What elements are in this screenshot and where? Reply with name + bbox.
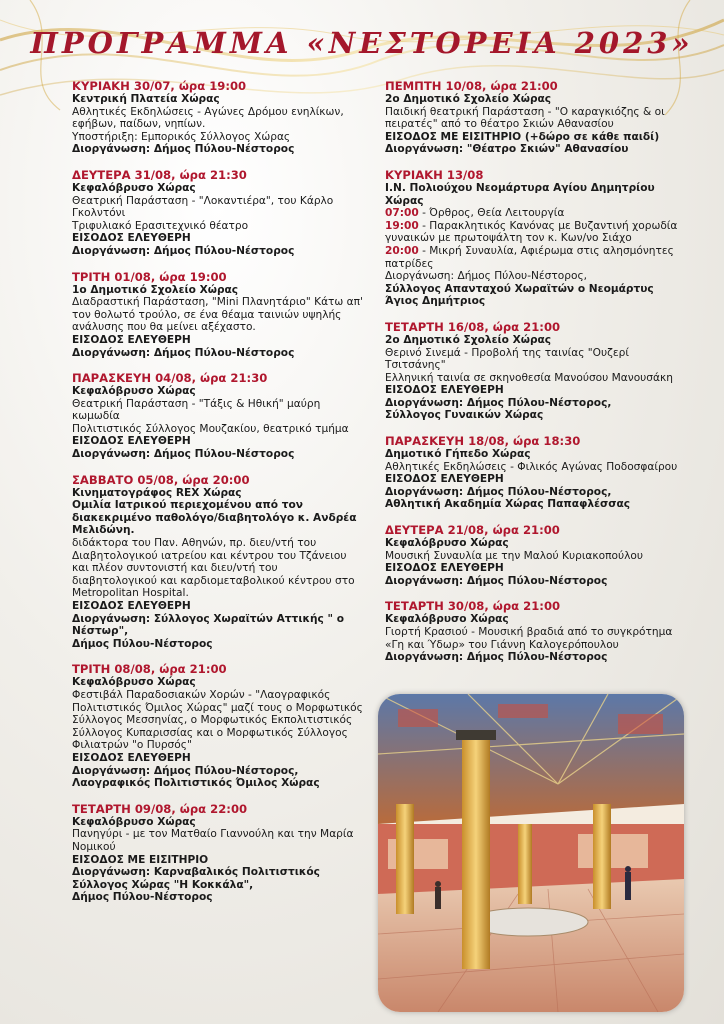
event-detail-line: Διαδραστική Παράσταση, "Mini Πλανητάριο" Κάτω απ' τον θολωτό τρούλο, σε ένα θέαμα ταινιών υψηλής ανάλυσης που θα μείνει αξέχαστο.: [72, 296, 363, 334]
page-title: ΠΡΟΓΡΑΜΜΑ «ΝΕΣΤΟΡΕΙΑ 2023»: [30, 26, 694, 60]
event-block: [385, 79, 685, 156]
event-detail-line: 1ο Δημοτικό Σχολείο Χώρας: [72, 283, 239, 296]
event-detail-line: Κεφαλόβρυσο Χώρας: [385, 613, 509, 626]
event-detail-line: Διοργάνωση: Δήμος Πύλου-Νέστορος,: [72, 764, 299, 777]
event-detail-line: Διοργάνωση: Δήμος Πύλου-Νέστορος,: [385, 270, 588, 283]
event-detail-line: [385, 220, 685, 245]
event-detail-line: Ελληνική ταινία σε σκηνοθεσία Μανούσου Μανουσάκη: [385, 371, 673, 384]
event-block: [72, 662, 364, 789]
event-date-time: ΔΕΥΤΕΡΑ 21/08, ώρα 21:00: [385, 523, 560, 538]
event-date-time: ΤΕΤΑΡΤΗ 30/08, ώρα 21:00: [385, 599, 561, 614]
event-block: [385, 320, 685, 422]
event-date-time: ΚΥΡΙΑΚΗ 13/08: [385, 167, 484, 182]
event-time-description: - Όρθρος, Θεία Λειτουργία: [418, 207, 565, 220]
event-date-time: ΠΕΜΠΤΗ 10/08, ώρα 21:00: [385, 79, 558, 93]
event-date-time: ΠΑΡΑΣΚΕΥΗ 18/08, ώρα 18:30: [385, 434, 581, 449]
event-date-time: ΤΕΤΑΡΤΗ 16/08, ώρα 21:00: [385, 319, 561, 334]
event-block: [385, 168, 685, 308]
event-detail-line: Διοργάνωση: Σύλλογος Χωραϊτών Αττικής " ο Νέστωρ",: [72, 612, 344, 638]
event-detail-line: Διοργάνωση: Δήμος Πύλου-Νέστορος: [72, 346, 295, 359]
event-detail-line: Διοργάνωση: Δήμος Πύλου-Νέστορος,: [385, 485, 612, 498]
event-date-time: ΤΡΙΤΗ 08/08, ώρα 21:00: [72, 662, 227, 677]
event-detail-line: ΕΙΣΟΔΟΣ ΕΛΕΥΘΕΡΗ: [72, 600, 191, 612]
event-detail-line: Διοργάνωση: Δήμος Πύλου-Νέστορος: [72, 143, 295, 156]
event-detail-line: Τριφυλιακό Ερασιτεχνικό θέατρο: [72, 219, 249, 232]
event-detail-line: Δημοτικό Γήπεδο Χώρας: [385, 448, 531, 461]
event-block: [72, 371, 364, 461]
event-detail-line: Διοργάνωση: "Θέατρο Σκιών" Αθανασίου: [385, 143, 629, 156]
event-date-time: ΤΡΙΤΗ 01/08, ώρα 19:00: [72, 269, 227, 284]
event-detail-line: ΕΙΣΟΔΟΣ ΕΛΕΥΘΕΡΗ: [385, 473, 504, 486]
event-date-time: ΣΑΒΒΑΤΟ 05/08, ώρα 20:00: [72, 472, 250, 487]
event-detail-line: Κεντρική Πλατεία Χώρας: [72, 93, 220, 105]
event-detail-line: Θερινό Σινεμά - Προβολή της ταινίας "Ουζερί Τσιτσάνης": [385, 346, 629, 372]
event-block: [72, 79, 364, 156]
event-detail-line: Διοργάνωση: Δήμος Πύλου-Νέστορος,: [385, 396, 612, 409]
event-date-time: ΔΕΥΤΕΡΑ 31/08, ώρα 21:30: [72, 167, 247, 182]
event-detail-line: ΕΙΣΟΔΟΣ ΕΛΕΥΘΕΡΗ: [72, 232, 191, 245]
event-detail-line: 2ο Δημοτικό Σχολείο Χώρας: [385, 93, 552, 105]
event-detail-line: Παιδική θεατρική Παράσταση - "Ο καραγκιόζης & οι πειρατές" από το θέατρο Σκιών Αθανασίου: [385, 105, 665, 131]
event-detail-line: Διοργάνωση: Δήμος Πύλου-Νέστορος: [385, 651, 608, 664]
event-detail-line: ΕΙΣΟΔΟΣ ΕΛΕΥΘΕΡΗ: [72, 333, 191, 346]
event-detail-line: Πανηγύρι - με τον Ματθαίο Γιαννούλη και την Μαρία Νομικού: [72, 828, 354, 853]
event-block: [72, 168, 364, 258]
events-column-left: [72, 79, 364, 916]
event-detail-line: Κεφαλόβρυσο Χώρας: [385, 537, 509, 550]
event-detail-line: Κεφαλόβρυσο Χώρας: [72, 676, 196, 689]
event-block: [385, 599, 685, 663]
event-detail-line: Διοργάνωση: Δήμος Πύλου-Νέστορος: [72, 244, 295, 257]
event-detail-line: Αθλητικές Εκδηλώσεις - Φιλικός Αγώνας Ποδοσφαίρου: [385, 460, 678, 473]
events-column-right: [385, 79, 685, 676]
event-detail-line: ΕΙΣΟΔΟΣ ΕΛΕΥΘΕΡΗ: [72, 751, 191, 764]
event-date-time: ΤΕΤΑΡΤΗ 09/08, ώρα 22:00: [72, 801, 248, 816]
event-block: [72, 473, 364, 651]
event-detail-line: ΕΙΣΟΔΟΣ ΜΕ ΕΙΣΙΤΗΡΙΟ (+δώρο σε κάθε παιδί): [385, 130, 660, 143]
event-detail-line: [385, 207, 685, 220]
event-detail-line: ΕΙΣΟΔΟΣ ΕΛΕΥΘΕΡΗ: [385, 384, 504, 397]
event-detail-line: Αθλητικές Εκδηλώσεις - Αγώνες Δρόμου ενηλίκων, εφήβων, παίδων, νηπίων.: [72, 105, 344, 131]
event-detail-line: Ομιλία Ιατρικού περιεχομένου από τον διακεκριμένο παθολόγο/διαβητολόγο κ. Ανδρέα Μελιδώνη.: [72, 499, 357, 537]
event-detail-line: ΕΙΣΟΔΟΣ ΜΕ ΕΙΣΙΤΗΡΙΟ: [72, 853, 209, 866]
event-detail-line: Θεατρική Παράσταση - "Λοκαντιέρα", του Κάρλο Γκολντόνι: [72, 194, 334, 220]
event-time: 20:00: [385, 244, 419, 257]
event-detail-line: Διοργάνωση: Δήμος Πύλου-Νέστορος: [385, 574, 608, 587]
event-detail-line: Κεφαλόβρυσο Χώρας: [72, 385, 196, 398]
event-time-description: - Παρακλητικός Κανόνας με Βυζαντινή χορωδία γυναικών με πρωτοψάλτη τον κ. Κων/νο Σιάχο: [385, 219, 678, 245]
event-detail-line: Δήμος Πύλου-Νέστορος: [72, 891, 213, 904]
event-detail-line: Ι.Ν. Πολιούχου Νεομάρτυρα Αγίου Δημητρίου Χώρας: [385, 181, 655, 207]
event-block: [72, 270, 364, 360]
event-block: [72, 802, 364, 904]
event-detail-line: [385, 245, 685, 270]
event-detail-line: Πολιτιστικός Σύλλογος Μουζακίου, θεατρικό τμήμα: [72, 422, 349, 435]
event-detail-line: ΕΙΣΟΔΟΣ ΕΛΕΥΘΕΡΗ: [385, 562, 504, 575]
palace-megaron-illustration-icon: [378, 694, 684, 1012]
event-detail-line: ΕΙΣΟΔΟΣ ΕΛΕΥΘΕΡΗ: [72, 435, 191, 448]
event-date-time: ΚΥΡΙΑΚΗ 30/07, ώρα 19:00: [72, 79, 247, 93]
event-block: [385, 523, 685, 587]
event-time: 07:00: [385, 207, 419, 220]
event-detail-line: Μουσική Συναυλία με την Μαλού Κυριακοπούλου: [385, 549, 643, 562]
event-detail-line: Φεστιβάλ Παραδοσιακών Χορών - "Λαογραφικός Πολιτιστικός Όμιλος Χώρας" μαζί τους ο Μορφωτικός Σύλλογος Μεσσηνίας, ο Μορφωτικός Εκπολιτιστικός Σύλλογος Κυπαρισσίας και ο Μορφωτικός Σύλλογος Φιλιατρών "ο Πυρσός": [72, 688, 363, 752]
event-detail-line: Υποστήριξη: Εμπορικός Σύλλογος Χώρας: [72, 130, 291, 143]
event-detail-line: Γιορτή Κρασιού - Μουσική βραδιά από το συγκρότημα «Γη και Ύδωρ» του Γιάννη Καλογερόπουλου: [385, 626, 673, 651]
event-block: [385, 434, 685, 511]
event-detail-line: Κινηματογράφος REX Χώρας: [72, 486, 242, 499]
event-detail-line: Λαογραφικός Πολιτιστικός Όμιλος Χώρας: [72, 777, 320, 790]
event-detail-line: διδάκτορα του Παν. Αθηνών, πρ. διευ/ντή του Διαβητολογικού ιατρείου και κέντρου του Τζάνειου και πλέον συντονιστή και διευ/ντή του διαβητολογικού και καρδιομεταβολικού κέντρου στο Metropolitan Hospital.: [72, 537, 355, 600]
event-detail-line: Διοργάνωση: Δήμος Πύλου-Νέστορος: [72, 448, 295, 461]
event-detail-line: Αθλητική Ακαδημία Χώρας Παπαφλέσσας: [385, 498, 631, 511]
event-detail-line: Σύλλογος Γυναικών Χώρας: [385, 409, 544, 422]
event-detail-line: Διοργάνωση: Καρναβαλικός Πολιτιστικός Σύλλογος Χώρας "Η Κοκκάλα",: [72, 866, 320, 891]
event-detail-line: Κεφαλόβρυσο Χώρας: [72, 815, 196, 828]
event-date-time: ΠΑΡΑΣΚΕΥΗ 04/08, ώρα 21:30: [72, 371, 268, 386]
event-detail-line: Σύλλογος Απανταχού Χωραϊτών ο Νεομάρτυς Άγιος Δημήτριος: [385, 282, 654, 308]
event-time-description: - Μικρή Συναυλία, Αφιέρωμα στις αλησμόνητες πατρίδες: [385, 244, 674, 270]
event-detail-line: Δήμος Πύλου-Νέστορος: [72, 637, 213, 650]
event-detail-line: 2ο Δημοτικό Σχολείο Χώρας: [385, 333, 552, 346]
event-time: 19:00: [385, 219, 419, 232]
event-detail-line: Κεφαλόβρυσο Χώρας: [72, 181, 196, 194]
event-detail-line: Θεατρική Παράσταση - "Τάξις & Ηθική" μαύρη κωμωδία: [72, 397, 321, 423]
